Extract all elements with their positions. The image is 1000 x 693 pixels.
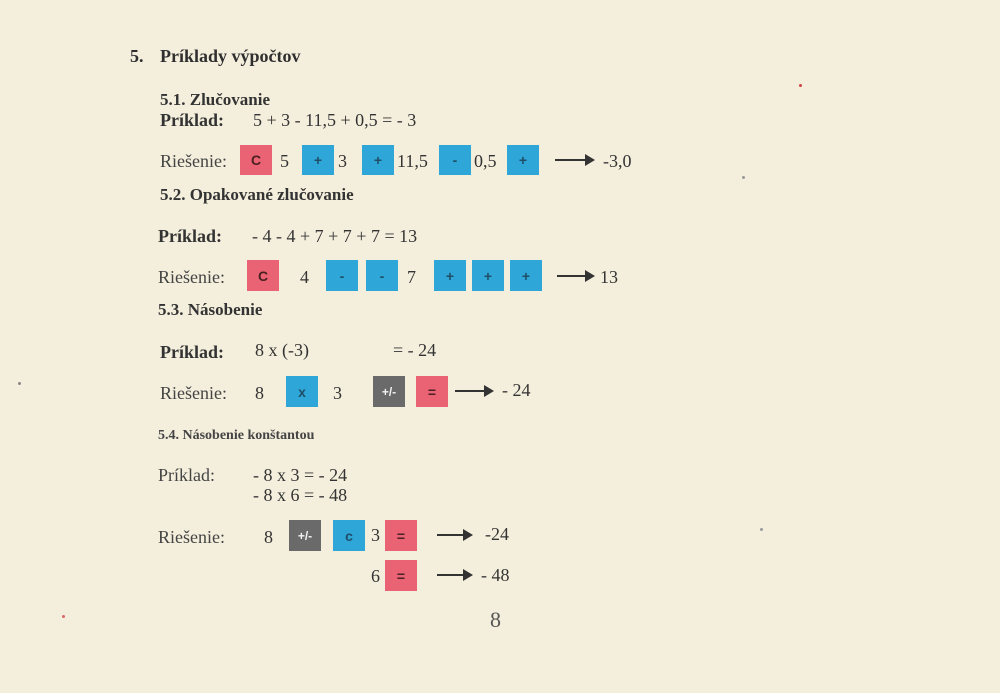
s2-riesenie-label: Riešenie:: [158, 267, 225, 287]
s4-line-1: - 8 x 3 = - 24: [253, 465, 348, 485]
s3-expression-left: 8 x (-3): [255, 340, 309, 360]
s4-priklad-label: Príklad:: [158, 465, 215, 485]
heading-number: 5.: [130, 46, 144, 66]
s1-num: 11,5: [397, 151, 428, 171]
key-equals: =: [385, 520, 417, 551]
s1-expression: 5 + 3 - 11,5 + 0,5 = - 3: [253, 110, 417, 130]
result-arrow-icon: [555, 159, 587, 161]
s2-num: 7: [407, 267, 416, 287]
section-5-3-title: 5.3. Násobenie: [158, 300, 263, 319]
s4-num: 3: [371, 525, 380, 545]
s1-num: 5: [280, 151, 289, 171]
section-5-2-title: 5.2. Opakované zlučovanie: [160, 185, 354, 204]
key-plus: +: [302, 145, 334, 175]
result-arrow-icon: [557, 275, 587, 277]
s1-num: 3: [338, 151, 347, 171]
key-plus: +: [434, 260, 466, 291]
s4-result-1: -24: [485, 524, 509, 544]
key-plus: +: [472, 260, 504, 291]
key-multiply: x: [286, 376, 318, 407]
speck: [799, 84, 802, 87]
key-plus: +: [362, 145, 394, 175]
key-minus: -: [326, 260, 358, 291]
key-c: C: [240, 145, 272, 175]
key-minus: -: [366, 260, 398, 291]
s3-result: - 24: [502, 380, 531, 400]
s3-expression-right: = - 24: [393, 340, 437, 360]
s3-priklad-label: Príklad:: [160, 342, 225, 362]
section-5-1-title: 5.1. Zlučovanie: [160, 90, 271, 109]
s2-priklad-label: Príklad:: [158, 226, 223, 246]
speck: [742, 176, 745, 179]
s3-riesenie-label: Riešenie:: [160, 383, 227, 403]
key-c: C: [247, 260, 279, 291]
key-c: c: [333, 520, 365, 551]
s3-num: 8: [255, 383, 264, 403]
s2-num: 4: [300, 267, 309, 287]
key-plus: +: [507, 145, 539, 175]
key-plus: +: [510, 260, 542, 291]
key-equals: =: [416, 376, 448, 407]
s3-num: 3: [333, 383, 342, 403]
key-plus-minus: +/-: [289, 520, 321, 551]
key-plus-minus: +/-: [373, 376, 405, 407]
s1-result: -3,0: [603, 151, 632, 171]
s4-num: 6: [371, 566, 380, 586]
section-5-4-title: 5.4. Násobenie konštantou: [158, 428, 315, 443]
s1-riesenie-label: Riešenie:: [160, 151, 227, 171]
s2-result: 13: [600, 267, 618, 287]
key-minus: -: [439, 145, 471, 175]
speck: [18, 382, 21, 385]
s4-result-2: - 48: [481, 565, 510, 585]
s2-expression: - 4 - 4 + 7 + 7 + 7 = 13: [252, 226, 418, 246]
s4-num: 8: [264, 527, 273, 547]
speck: [760, 528, 763, 531]
result-arrow-icon: [437, 534, 465, 536]
s4-line-2: - 8 x 6 = - 48: [253, 485, 348, 505]
key-equals: =: [385, 560, 417, 591]
speck: [62, 615, 65, 618]
s4-riesenie-label: Riešenie:: [158, 527, 225, 547]
s1-num: 0,5: [474, 151, 497, 171]
page-number: 8: [490, 607, 501, 632]
result-arrow-icon: [455, 390, 486, 392]
result-arrow-icon: [437, 574, 465, 576]
heading-title: Príklady výpočtov: [160, 46, 301, 66]
s1-priklad-label: Príklad:: [160, 110, 225, 130]
